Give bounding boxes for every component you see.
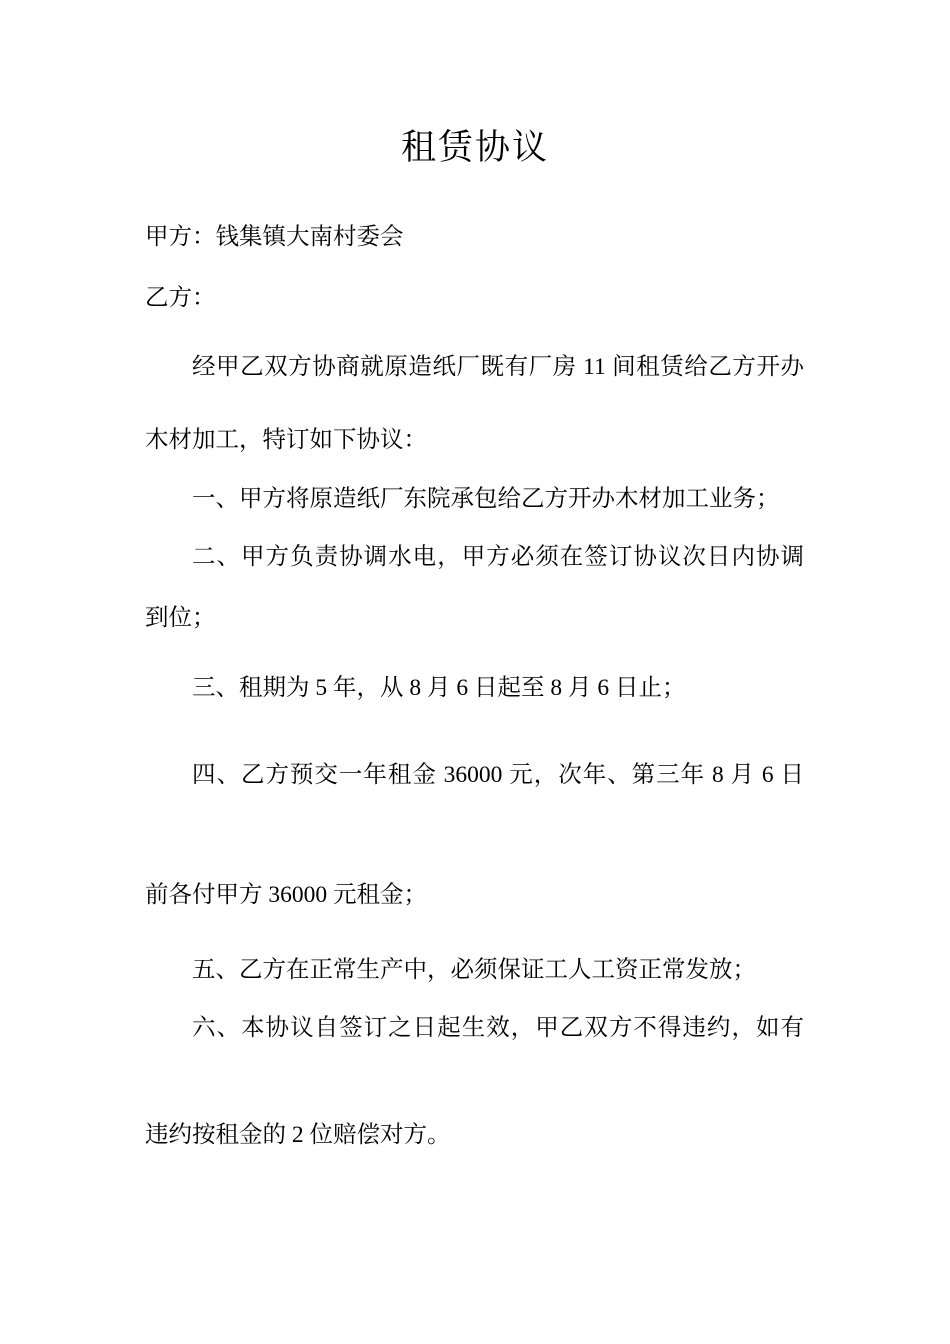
clause-2-line-2: 到位； <box>145 605 216 631</box>
clause-5: 五、乙方在正常生产中，必须保证工人工资正常发放； <box>192 957 756 983</box>
clause-1: 一、甲方将原造纸厂东院承包给乙方开办木材加工业务； <box>192 486 780 512</box>
clause-2-line-1: 二、甲方负责协调水电，甲方必须在签订协议次日内协调 <box>192 544 804 570</box>
clause-3: 三、租期为 5 年，从 8 月 6 日起至 8 月 6 日止； <box>192 675 686 701</box>
clause-6-line-2: 违约按租金的 2 位赔偿对方。 <box>145 1122 451 1148</box>
party-b-line: 乙方： <box>145 285 216 311</box>
clause-4-line-2: 前各付甲方 36000 元租金； <box>145 882 427 908</box>
document-title: 租赁协议 <box>400 128 549 167</box>
party-a-line: 甲方：钱集镇大南村委会 <box>145 224 404 250</box>
intro-line-2: 木材加工，特订如下协议： <box>145 427 427 453</box>
clause-6-line-1: 六、本协议自签订之日起生效，甲乙双方不得违约，如有 <box>192 1015 804 1041</box>
clause-4-line-1: 四、乙方预交一年租金 36000 元，次年、第三年 8 月 6 日 <box>192 762 804 788</box>
intro-line-1: 经甲乙双方协商就原造纸厂既有厂房 11 间租赁给乙方开办 <box>192 354 804 380</box>
